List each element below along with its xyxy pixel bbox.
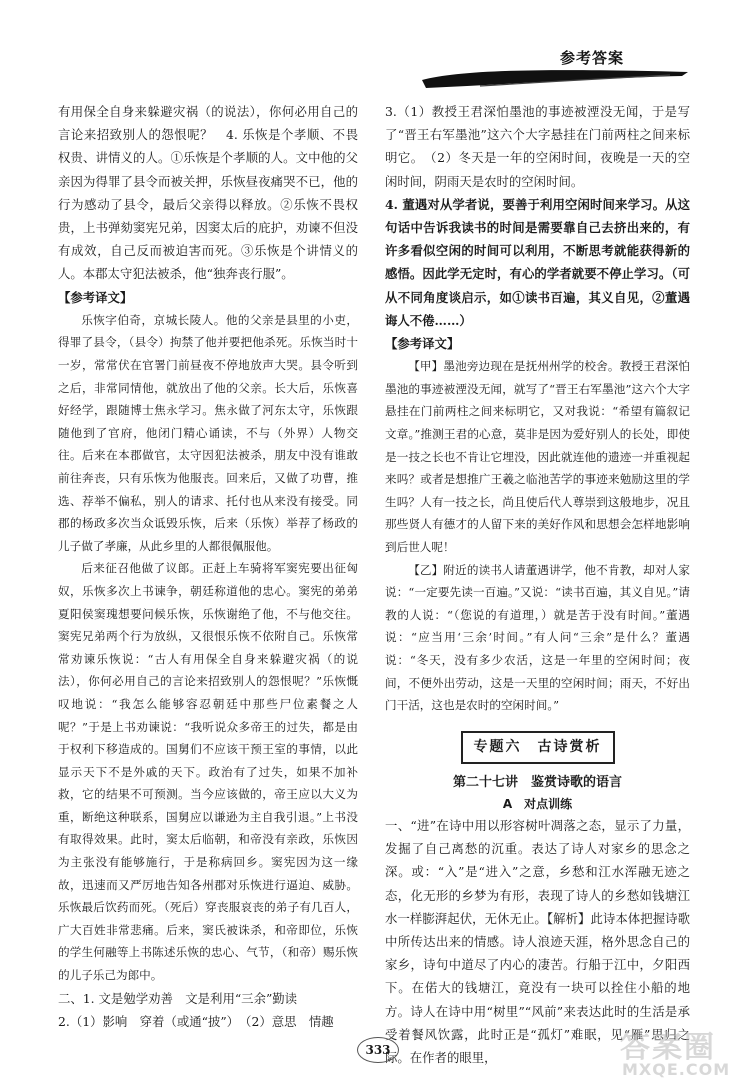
translation-paragraph-1: 乐恢字伯奇，京城长陵人。他的父亲是县里的小吏，得罪了县令，（县令）拘禁了他并要把他杀死。乐恢当时十一岁，常常伏在官署门前昼夜不停地放声大哭。县令听到之后，非常同情他，就放出了他的父亲。长大后，乐恢喜好经学，跟随博士焦永学习。焦永做了河东太守，乐恢跟随他到了官府，他闭门精心诵读，不与（外界）人物交往。后来在本郡做官，太守因犯法被杀，朋友中没有谁敢前往奔丧，只有乐恢为他服丧。回来后，又做了功曹，推选、荐举不偏私，别人的请求、托付也从来没有接受。同郡的杨政多次当众诋毁乐恢，后来（乐恢）举荐了杨政的儿子做了孝廉，从此乡里的人都很佩服他。 — [58, 312, 358, 553]
page-number: 333 — [357, 1037, 399, 1063]
reference-translation-tag: 【参考译文】 — [58, 289, 133, 305]
translation-yi: 【乙】附近的读书人请董遇讲学，他不肯教，却对人家说：“一定要先读一百遍。”又说：“读书百遍，其义自见。”请教的人说：“（您说的有道理，）就是苦于没有时间。”董遇说：“应当用‘三余’时间。”有人问“三余”是什么？董遇说：“冬天，没有多少农活，这是一年里的空闲时间；夜间，不便外出劳动，这是一天里的空闲时间；雨天，不好出门干活，这也是农时的空闲时间。” — [385, 562, 690, 713]
answer-4: 4. 董遇对从学者说，要善于利用空闲时间来学习。从这句话中告诉我读书的时间是需要靠自己去挤出来的，有许多看似空闲的时间可以利用，不断思考就能获得新的感悟。因此学无定时，有心的学者就要不停止学习。（可从不同角度谈启示，如①读书百遍，其义自见，②董遇诲人不倦……） — [385, 196, 690, 328]
answer-3: 3.（1）教授王君深怕墨池的事迹被湮没无闻，于是写了“晋王右军墨池”这六个大字悬挂在门前两柱之间来标明它。 （2）冬天是一年的空闲时间，夜晚是一天的空闲时间，阴雨天是农时的空闲时间。 — [385, 104, 690, 189]
reference-translation-tag: 【参考译文】 — [385, 336, 460, 352]
brush-stroke-decoration — [420, 66, 690, 92]
answer-paragraph-continued: 有用保全自身来躲避灾祸（的说法），你何必用自己的言论来招致别人的怨恨呢？ 4. 乐恢是个孝顺、不畏权贵、讲情义的人。①乐恢是个孝顺的人。文中他的父亲因为得罪了县令而被关押，乐恢昼夜痛哭不已，他的行为感动了县令，最后父亲得以释放。②乐恢不畏权贵，上书弹劾窦宪兄弟，因窦太后的庇护，劝谏不但没有成效，自己反而被迫害而死。③乐恢是个讲情义的人。本郡太守犯法被杀，他“独奔丧行服”。 — [58, 104, 358, 282]
section-2-answer-2: 2.（1）影响 穿着（或通“披”） （2）意思 情趣 — [58, 1013, 334, 1029]
watermark-url: MXQE.COM — [622, 1060, 731, 1079]
header-title: 参考答案 — [560, 49, 625, 67]
watermark-text: 答案圈 — [620, 1030, 716, 1065]
left-column — [58, 100, 358, 1033]
watermark-logo — [620, 1022, 745, 1084]
lecture-title: 第二十七讲 鉴赏诗歌的语言 — [452, 774, 622, 790]
translation-paragraph-2: 后来征召他做了议郎。正赶上车骑将军窦宪要出征匈奴，乐恢多次上书谏争，朝廷称道他的忠心。窦宪的弟弟夏阳侯窦瑰想要问候乐恢，乐恢谢绝了他，不与他交往。窦宪兄弟两个行为放纵，又很恨乐恢不依附自己。乐恢常常劝谏乐恢说：“古人有用保全自身来躲避灾祸（的说法），你何必用自己的言论来招致别人的怨恨呢？”乐恢慨叹地说：“我怎么能够容忍朝廷中那些尸位素餐之人呢？”于是上书劝谏说：“我听说众多帝王的过失，都是由于权利下移造成的。国舅们不应该干预王室的事情，以此显示天下不是外戚的天下。政治有了过失，如果不加补救，它的结果不可预测。当今应该做的，帝王应以大义为重，断绝这种联系，国舅应以谦逊为主自我引退。”上书没有取得效果。此时，窦太后临朝，和帝没有亲政，乐恢因为主张没有能够施行，于是称病回乡。窦宪因为这一缘故，迅速而又严厉地告知各州郡对乐恢进行逼迫、威胁。乐恢最后饮药而死。（死后）穿丧服哀丧的弟子有几百人，广大百姓非常悲痛。后来，窦氏被诛杀，和帝即位，乐恢的学生何融等上书陈述乐恢的忠心、气节，（和帝）赐乐恢的儿子乐己为郎中。 — [58, 561, 358, 983]
topic-heading: 专题六 古诗赏析 — [461, 731, 615, 764]
section-2-answer-1: 二、1. 文是勉学劝善 文是利用“三余”勤读 — [58, 990, 298, 1006]
section-subtitle: A 对点训练 — [502, 796, 573, 811]
right-column — [385, 100, 690, 1069]
poem-answer: 一、“进”在诗中用以形容树叶凋落之态，显示了力量，发掘了自己离愁的沉重。表达了诗人对家乡的思念之深。或：“入”是“进入”之意，乡愁和江水浑融无迹之态，化无形的乡梦为有形，表现了诗人的乡愁如钱塘江水一样膨湃起伏，无休无止。【解析】此诗本体把握诗歌中所传达出来的情感。诗人浪迹天涯，格外思念自己的家乡，诗句中道尽了内心的凄苦。行船于江中，夕阳西下。在偌大的钱塘江，竟没有一块可以拴住小船的地方。诗人在诗中用“树里”“风前”来表达此时的生活是承受着餐风饮露，此时正是“孤灯”难眠，见“雁”思归之际。在作者的眼里， — [385, 817, 690, 1065]
translation-jia: 【甲】墨池旁边现在是抚州州学的校舍。教授王君深怕墨池的事迹被湮没无闻，就写了“晋王右军墨池”这六个大字悬挂在门前两柱之间来标明它，又对我说：“希望有篇叙记文章。”推测王君的心意，莫非是因为爱好别人的长处，即使是一技之长也不肯让它埋没，因此就连他的遗迹一并重视起来吗？或者是想推广王羲之临池苦学的事迹来勉励这里的学生吗？人有一技之长，尚且使后代人尊崇到这般地步，况且那些贤人有德才的人留下来的美好作风和思想会怎样地影响到后世人呢！ — [385, 359, 690, 554]
